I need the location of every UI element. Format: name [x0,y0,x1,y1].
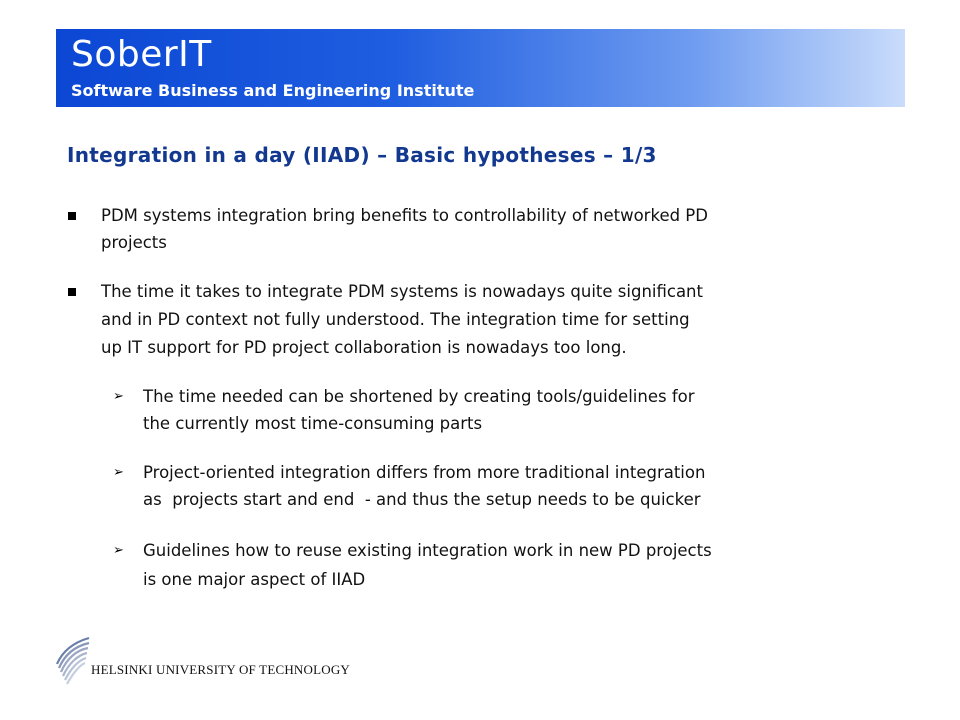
square-bullet-icon [68,288,76,296]
square-bullet-icon [68,212,76,220]
header-banner [56,29,905,107]
sub-bullet-line: Project-oriented integration differs from more traditional integration [143,463,706,482]
arrow-bullet-icon: ➢ [113,465,124,480]
bullet-line: PDM systems integration bring benefits to controllability of networked PD [101,206,708,225]
sub-bullet-line: Guidelines how to reuse existing integration work in new PD projects [143,541,712,560]
slide-title: Integration in a day (IIAD) – Basic hypotheses – 1/3 [67,143,657,167]
bullet-line: up IT support for PD project collaboration is nowadays too long. [101,338,627,357]
arrow-bullet-icon: ➢ [113,543,124,558]
banner-title: SoberIT [71,34,212,75]
bullet-line: projects [101,233,167,252]
bullet-line: The time it takes to integrate PDM systems is nowadays quite significant [101,282,703,301]
sub-bullet-line: as projects start and end - and thus the setup needs to be quicker [143,490,701,509]
hut-logo-icon [53,634,93,688]
arrow-bullet-icon: ➢ [113,389,124,404]
sub-bullet-line: The time needed can be shortened by creating tools/guidelines for [143,387,695,406]
sub-bullet-line: is one major aspect of IIAD [143,570,366,589]
bullet-line: and in PD context not fully understood. The integration time for setting [101,310,690,329]
sub-bullet-line: the currently most time-consuming parts [143,414,483,433]
footer-institution: HELSINKI UNIVERSITY OF TECHNOLOGY [91,662,351,677]
banner-subtitle: Software Business and Engineering Institute [71,81,475,100]
